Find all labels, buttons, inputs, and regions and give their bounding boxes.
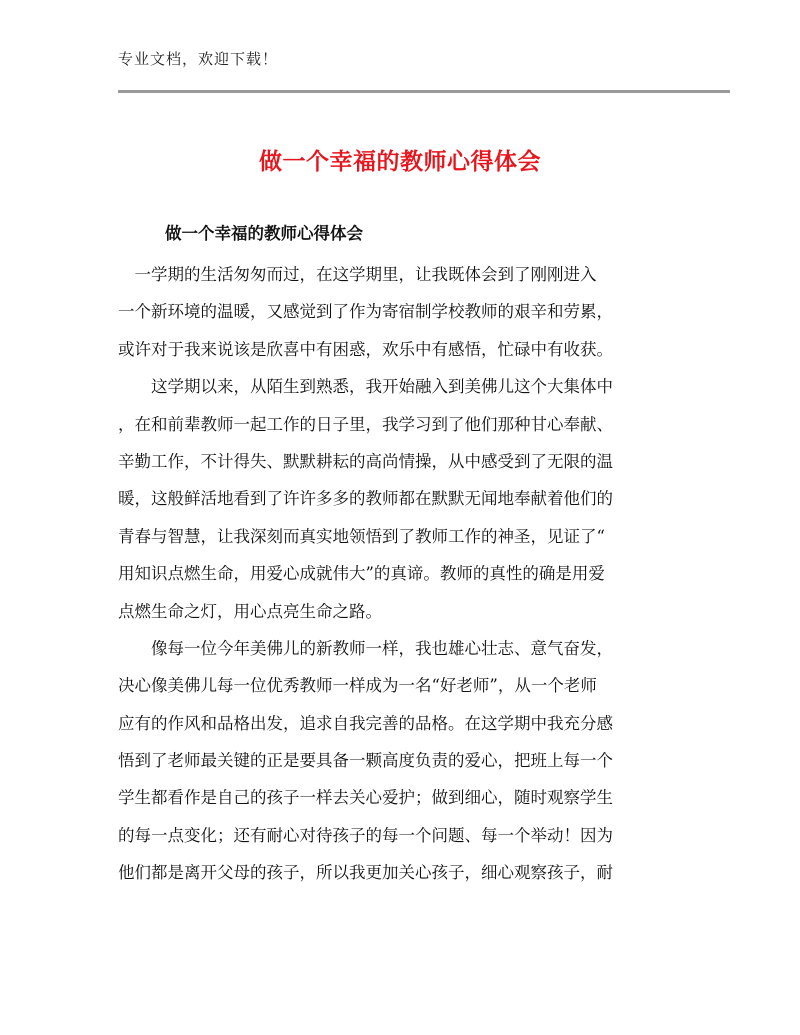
- body-line: 一个新环境的温暖，又感觉到了作为寄宿制学校教师的艰辛和劳累，: [118, 302, 613, 322]
- body-line: 青春与智慧，让我深刻而真实地领悟到了教师工作的神圣，见证了“: [118, 526, 605, 546]
- body-line: 决心像美佛儿每一位优秀教师一样成为一名“好老师”，从一个老师: [118, 676, 597, 696]
- body-line: 应有的作风和品格出发，追求自我完善的品格。在这学期中我充分感: [118, 713, 613, 733]
- header-divider: [118, 90, 730, 93]
- body-line: 学生都看作是自己的孩子一样去关心爱护；做到细心，随时观察学生: [118, 788, 613, 808]
- body-line: 的每一点变化；还有耐心对待孩子的每一个问题、每一个举动！因为: [118, 825, 613, 845]
- document-title: 做一个幸福的教师心得体会: [259, 149, 541, 175]
- page-header-note: 专业文档，欢迎下载！: [118, 50, 279, 68]
- body-line: 这学期以来，从陌生到熟悉，我开始融入到美佛儿这个大集体中: [118, 377, 613, 397]
- body-line: 他们都是离开父母的孩子，所以我更加关心孩子，细心观察孩子，耐: [118, 863, 613, 883]
- body-line: 或许对于我来说该是欣喜中有困惑，欢乐中有感悟，忙碌中有收获。: [118, 339, 613, 359]
- body-line: 用知识点燃生命，用爱心成就伟大”的真谛。教师的真性的确是用爱: [118, 564, 605, 584]
- body-line: 暖，这般鲜活地看到了许许多多的教师都在默默无闻地奉献着他们的: [118, 489, 613, 509]
- body-line: ，在和前辈教师一起工作的日子里，我学习到了他们那种甘心奉献、: [118, 414, 613, 434]
- body-line: 一学期的生活匆匆而过，在这学期里，让我既体会到了刚刚进入: [118, 265, 597, 284]
- body-line: 悟到了老师最关键的正是要具备一颗高度负责的爱心，把班上每一个: [118, 751, 613, 771]
- body-line: 像每一位今年美佛儿的新教师一样，我也雄心壮志、意气奋发，: [118, 638, 613, 658]
- body-line: 辛勤工作，不计得失、默默耕耘的高尚情操，从中感受到了无限的温: [118, 451, 613, 471]
- document-subtitle: 做一个幸福的教师心得体会: [165, 224, 363, 243]
- body-line: 点燃生命之灯，用心点亮生命之路。: [118, 601, 382, 621]
- document-body: [118, 256, 678, 892]
